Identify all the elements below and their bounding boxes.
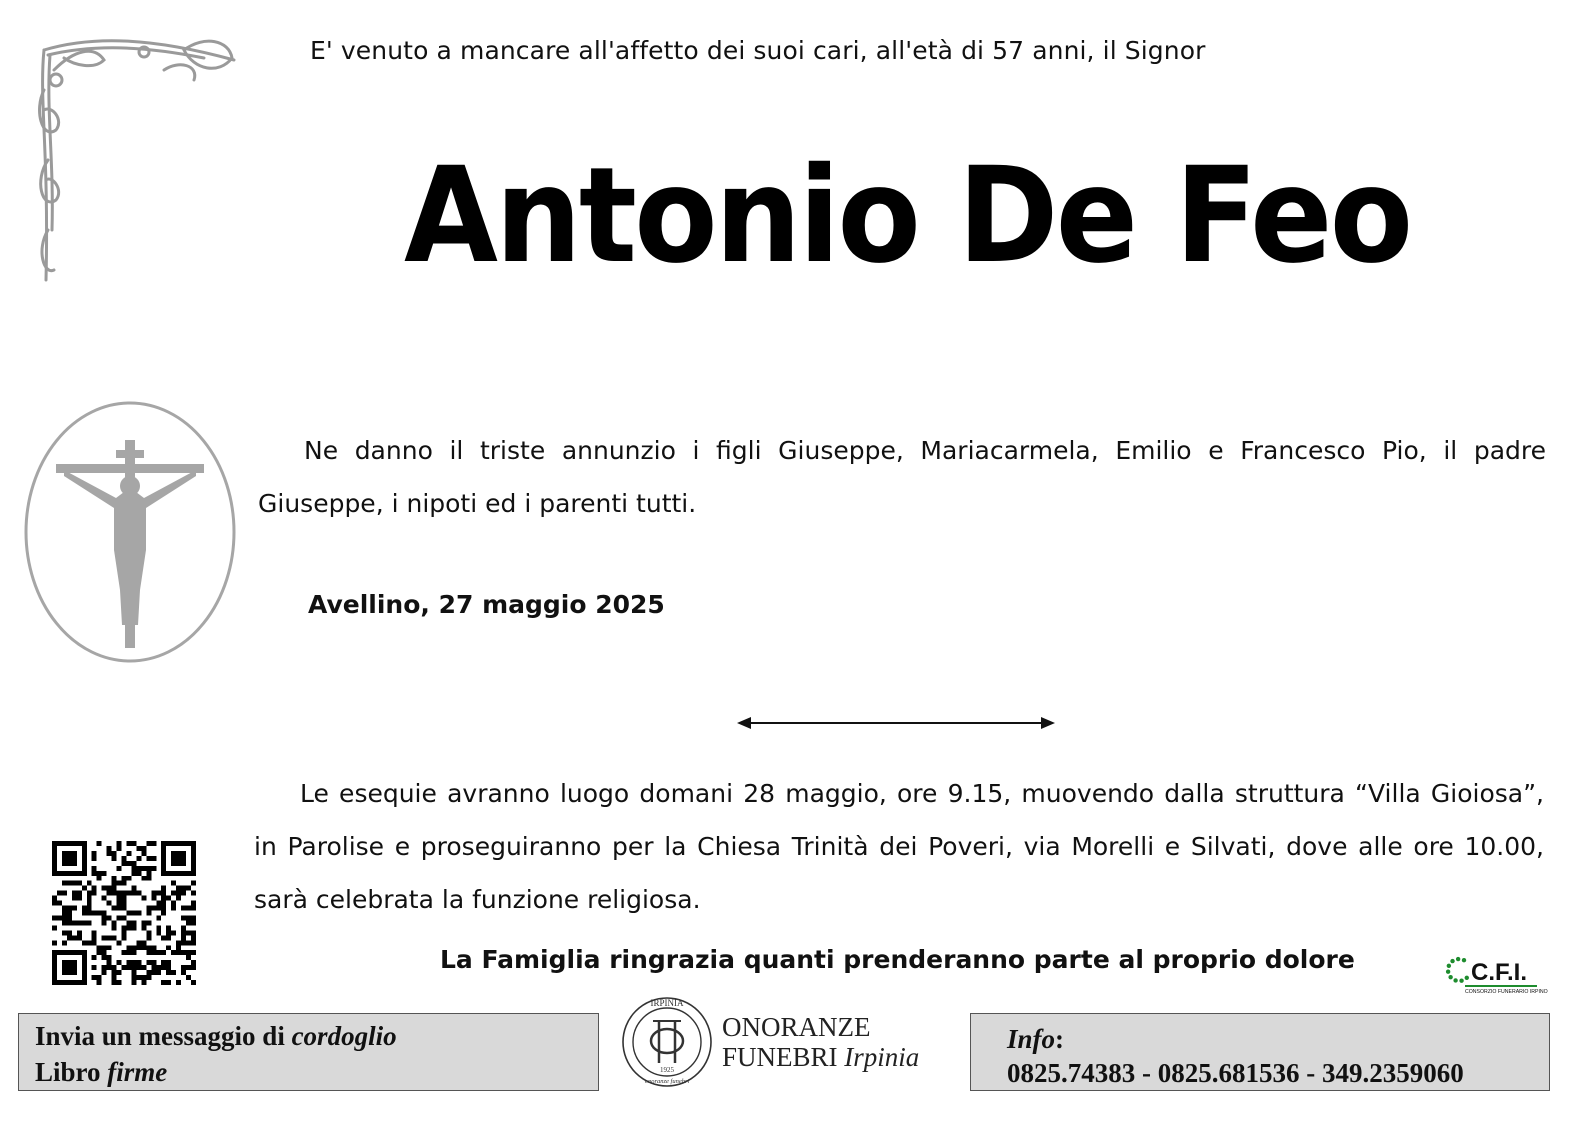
brand-line-1: ONORANZE: [722, 1012, 871, 1042]
thanks-text: La Famiglia ringrazia quanti prenderanno parte al proprio dolore: [440, 945, 1355, 974]
logo-year: 1925: [660, 1066, 674, 1074]
funeral-details-paragraph: Le esequie avranno luogo domani 28 maggio, ore 9.15, muovendo dalla struttura “Villa Gioiosa”, in Parolise e proseguiranno per la Chiesa Trinità dei Poveri, via Morelli e Silvati, dove alle ore 10.00, sarà celebrata la funzione religiosa.: [254, 779, 1544, 914]
info-box: [970, 1013, 1550, 1091]
funeral-home-name: [722, 1012, 919, 1072]
phone-numbers[interactable]: 0825.74383 - 0825.681536 - 349.2359060: [1007, 1058, 1464, 1088]
guestbook-link[interactable]: Libro firme: [35, 1057, 168, 1087]
info-label: Info:: [1007, 1024, 1065, 1054]
intro-text: E' venuto a mancare all'affetto dei suoi cari, all'età di 57 anni, il Signor: [310, 36, 1206, 65]
cfi-logo-icon: [1443, 950, 1548, 996]
condolence-link[interactable]: Invia un messaggio di cordoglio: [35, 1021, 397, 1051]
announcement-paragraph: Ne danno il triste annunzio i figli Giuseppe, Mariacarmela, Emilio e Francesco Pio, il padre Giuseppe, i nipoti ed i parenti tutti.: [258, 436, 1546, 518]
crucifix-icon: [24, 400, 238, 664]
corner-ornament-icon: [34, 30, 239, 285]
cfi-logo-subtext: CONSORZIO FUNERARIO IRPINO: [1465, 989, 1548, 995]
funeral-home-logo-icon: [618, 993, 716, 1091]
logo-bottom-text: onoranze funebri: [644, 1078, 690, 1085]
double-arrow-icon: [737, 714, 1055, 732]
deceased-name: Antonio De Feo: [404, 139, 1411, 293]
cfi-logo-text: C.F.I.: [1471, 959, 1528, 986]
place-date: Avellino, 27 maggio 2025: [308, 590, 665, 619]
qr-code-icon[interactable]: [51, 841, 197, 985]
logo-arc-text: IRPINIA: [650, 998, 684, 1008]
condolence-box[interactable]: [18, 1013, 599, 1091]
brand-line-2: FUNEBRI Irpinia: [722, 1042, 920, 1072]
